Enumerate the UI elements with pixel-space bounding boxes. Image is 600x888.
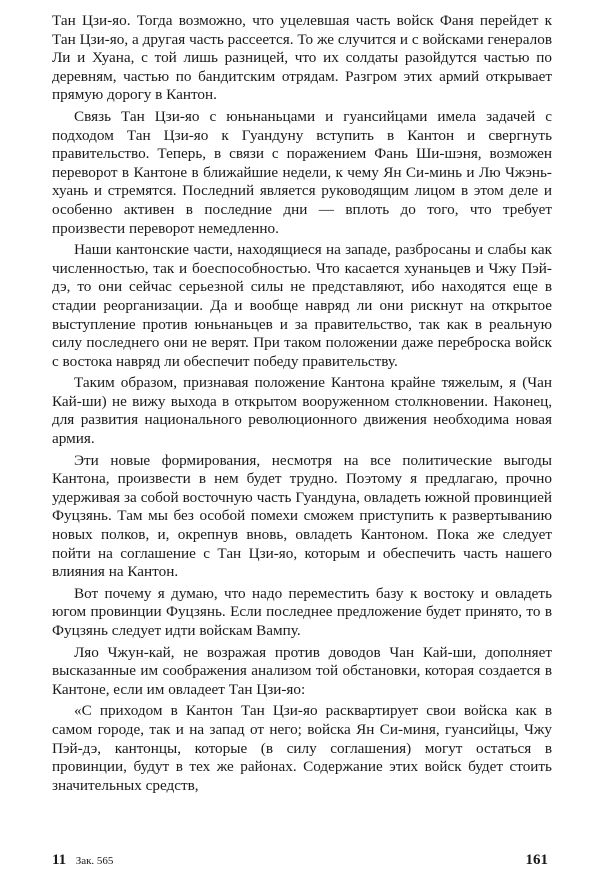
paragraph: Таким образом, признавая положение Кантона крайне тяжелым, я (Чан Кай-ши) не вижу выхода в открытом вооруженном столкновении. Наконец, для развития национального революционного движения необходима новая армия. [52,374,552,448]
paragraph: Наши кантонские части, находящиеся на западе, разбросаны и слабы как численностью, так и боеспособностью. Что касается хунаньцев и Чжу Пэй-дэ, то они сейчас серьезной силы не представляют, ибо находятся еще в стадии реорганизации. Да и вообще навряд ли они рискнут на открытое выступление против юньнаньцев и за правительство, так как в реальную силу последнего они не верят. При таком положении даже переброска войск с востока навряд ли обеспечит победу правительству. [52,241,552,370]
page-number: 161 [525,852,548,868]
paragraph-quote: «С приходом в Кантон Тан Цзи-яо расквартирует свои войска как в самом городе, так и на запад от него; войска Ян Си-миня, гуансийцы, Чжу Пэй-дэ, кантонцы, которые (в силу соглашения) могут остаться в провинции, будут в тех же районах. Содержание этих войск будет стоить значительных средств, [52,702,552,794]
paragraph-continuation: Тан Цзи-яо. Тогда возможно, что уцелевшая часть войск Фаня перейдет к Тан Цзи-яо, а другая часть рассеется. То же случится и с войсками генералов Ли и Хуана, с той лишь разницей, что их солдаты разойдутся частью по деревням, частью по бандитским отрядам. Разгром этих армий открывает прямую дорогу в Кантон. [52,12,552,104]
paragraph: Эти новые формирования, несмотря на все политические выгоды Кантона, произвести в нем будет трудно. Поэтому я предлагаю, прочно удерживая за собой восточную часть Гуандуна, овладеть южной провинцией Фуцзянь. Там мы без особой помехи сможем приступить к развертыванию новых полков, и, окрепнув вновь, овладеть Кантоном. Пока же следует пойти на соглашение с Тан Цзи-яо, которым и обеспечить часть нашего влияния на Кантон. [52,451,552,581]
order-number: Зак. 565 [75,855,114,867]
page-footer [52,852,552,872]
paragraph: Ляо Чжун-кай, не возражая против доводов Чан Кай-ши, дополняет высказанные им соображения анализом той обстановки, которая создается в Кантоне, если им овладеет Тан Цзи-яо: [52,643,552,698]
paragraph: Вот почему я думаю, что надо переместить базу к востоку и овладеть югом провинции Фуцзянь. Если последнее предложение будет принято, то в Фуцзянь следует идти войскам Вампу. [52,584,552,639]
signature-mark: 11 [52,852,67,868]
paragraph: Связь Тан Цзи-яо с юньнаньцами и гуансийцами имела задачей с подходом Тан Цзи-яо к Гуандуну вступить в Кантон и свергнуть правительство. Теперь, в связи с поражением Фань Ши-шэня, возможен переворот в Кантоне в ближайшие недели, к чему Ян Си-минь и Лю Чжэнь-хуань и стремятся. Последний является руководящим лицом в этом деле и особенно активен в последние дни — вплоть до того, что требует произвести переворот немедленно. [52,107,552,237]
page-body [52,12,552,798]
printer-signature [52,852,113,869]
